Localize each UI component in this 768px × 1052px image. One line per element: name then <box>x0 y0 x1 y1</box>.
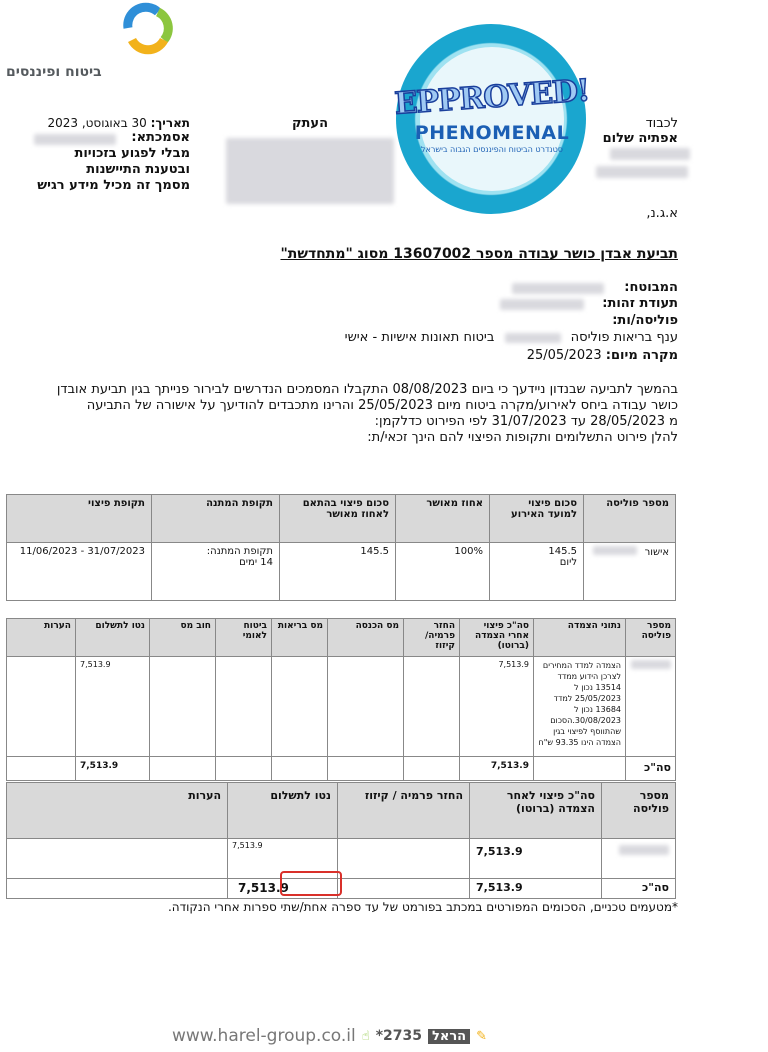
ref-label: אסמכתא: <box>131 130 190 145</box>
date-row <box>47 116 190 130</box>
t2-gross: 7,513.9 <box>460 657 534 757</box>
policy-line-b: ביטוח תאונות אישיות - אישי <box>344 330 495 345</box>
t2-h-tax-debt: חוב מס <box>150 619 216 657</box>
t1-amount <box>490 543 584 601</box>
t2-linkage: הצמדה למדד המחירים לצרכן הידוע ממדד 13514 נכון ל 25/05/2023 למדד 13684 נכון ל 30/08/2023.הסכום שהתווסף לפיצוי בגין הצמדה הינו 93.35 ש"ח <box>534 657 626 757</box>
insured-label: המבוטח: <box>624 280 678 295</box>
stamp-banner: EPPROVED! <box>393 73 591 122</box>
t1-percent: 100% <box>396 543 490 601</box>
t2-h-refund: החזר פרמיה/ קיזוז <box>404 619 460 657</box>
t1-amount-value: 145.5 <box>548 546 577 557</box>
t2-h-income-tax: מס הכנסה <box>328 619 404 657</box>
t3-total-refund <box>338 879 470 899</box>
harel-logo <box>0 0 180 86</box>
t2-nat-ins <box>216 657 272 757</box>
t2-h-notes: הערות <box>7 619 76 657</box>
t3-h-refund: החזר פרמיה / קיזוז <box>338 783 470 839</box>
t2-total-label: סה"כ <box>626 757 676 781</box>
t2-total-linkage <box>534 757 626 781</box>
copy-redacted <box>226 138 394 204</box>
t1-wait <box>152 543 280 601</box>
t1-h-percent: אחוז מאושר <box>396 495 490 543</box>
t3-notes <box>7 839 228 879</box>
footer-website: www.harel-group.co.il <box>172 1026 356 1046</box>
body-line-4: להלן פירוט התשלומים ותקופות הפיצוי להם הינך זכאי/ת: <box>367 430 678 445</box>
footer-phone: *2735 <box>375 1028 422 1044</box>
t2-income-tax <box>328 657 404 757</box>
t1-adjusted: 145.5 <box>280 543 396 601</box>
footnote: *מטעמים טכניים, הסכומים המפורטים במכתב בפורמט של עד ספרה אחת/שתי ספרות אחרי הנקודה. <box>167 900 678 914</box>
t1-h-wait: תקופת המתנה <box>152 495 280 543</box>
event-date: 25/05/2023 <box>526 348 602 363</box>
t2-refund <box>404 657 460 757</box>
t3-total-label: סה"כ <box>602 879 676 899</box>
t3-h-notes: הערות <box>7 783 228 839</box>
t2-total-notes <box>7 757 76 781</box>
t1-wait-days: 14 ימים <box>239 557 273 568</box>
stamp-name: PHENOMENAL <box>414 122 570 144</box>
t2-total-refund <box>404 757 460 781</box>
payment-breakdown-table <box>6 618 676 781</box>
t3-h-net: נטו לתשלום <box>228 783 338 839</box>
confidential-line-1: מבלי לפגוע בזכויות <box>74 146 190 161</box>
t2-h-policy: מספר פוליסה <box>626 619 676 657</box>
hand-icon: ☝ <box>361 1028 370 1044</box>
net-total-highlight <box>280 871 342 896</box>
recipient-address-redacted <box>610 148 690 160</box>
policy-line-a: ענף בריאות פוליסה <box>570 330 678 345</box>
t2-h-nat-ins: ביטוח לאומי <box>216 619 272 657</box>
id-label: תעודת זהות: <box>602 296 678 311</box>
ref-redacted <box>34 134 116 145</box>
policy-label: פוליסה/ות: <box>612 313 678 328</box>
t1-wait-label: תקופת המתנה: <box>206 546 273 557</box>
t3-h-gross: סה"כ פיצוי לאחר הצמדה (ברוטו) <box>470 783 602 839</box>
date-value: 30 באוגוסט, 2023 <box>47 116 147 130</box>
t2-h-gross: סה"כ פיצוי אחרי הצמדה (ברוטו) <box>460 619 534 657</box>
body-line-2: כושר עבודה ביחס לאירוע/מקרה ביטוח מיום 25/05/2023 והרינו מתכבדים להודיעך על אישורה של התביעה <box>86 398 678 413</box>
t1-h-adjusted: סכום פיצוי בהתאם לאחוז מאושר <box>280 495 396 543</box>
t1-policy <box>584 543 676 601</box>
logo-tagline: ביטוח ופיננסים <box>6 64 102 80</box>
policy-number-redacted <box>505 333 561 343</box>
t3-policy-redacted <box>619 845 669 855</box>
t2-h-net: נטו לתשלום <box>76 619 150 657</box>
event-label: מקרה מיום: <box>605 348 678 363</box>
t3-total-gross: 7,513.9 <box>470 879 602 899</box>
body-line-3: מ 28/05/2023 עד 31/07/2023 לפי הפירוט כדלקמן: <box>374 414 678 429</box>
t2-total-income-tax <box>328 757 404 781</box>
stamp-tagline: סטנדרט הביטוח והפיננסים הגבוה בישראל <box>421 145 563 154</box>
greeting: א.ג.נ, <box>646 206 678 221</box>
subject: תביעת אבדן כושר עבודה מספר 13607002 מסוג "מתחדשת" <box>280 246 678 262</box>
t1-amount-unit: ליום <box>559 557 577 568</box>
footer <box>172 1024 487 1048</box>
t1-h-policy: מספר פוליסה <box>584 495 676 543</box>
t2-net: 7,513.9 <box>76 657 150 757</box>
footer-brand: הראל <box>428 1029 470 1044</box>
copy-label: העתק <box>291 116 328 131</box>
t1-approval: אישור <box>644 547 669 558</box>
t1-policy-redacted <box>593 546 637 555</box>
insured-redacted <box>512 283 604 294</box>
t2-policy <box>626 657 676 757</box>
t2-health-tax <box>272 657 328 757</box>
t2-total-tax-debt <box>150 757 216 781</box>
t2-notes <box>7 657 76 757</box>
t3-gross: 7,513.9 <box>470 839 602 879</box>
recipient-city-redacted <box>596 166 688 178</box>
t1-period: 31/07/2023 - 11/06/2023 <box>7 543 152 601</box>
compensation-period-table <box>6 494 676 601</box>
t1-h-period: תקופת פיצוי <box>7 495 152 543</box>
t2-tax-debt <box>150 657 216 757</box>
confidential-line-3: מסמך זה מכיל מידע רגיש <box>37 178 190 193</box>
harel-swirl-icon <box>118 0 176 56</box>
t3-refund <box>338 839 470 879</box>
recipient-to: לכבוד <box>645 116 678 131</box>
t2-h-health-tax: מס בריאות <box>272 619 328 657</box>
t2-policy-redacted <box>631 660 671 669</box>
t1-h-amount: סכום פיצוי למועד האירוע <box>490 495 584 543</box>
body-text <box>8 382 678 446</box>
date-label: תאריך: <box>150 116 190 130</box>
t2-total-nat-ins <box>216 757 272 781</box>
event-row <box>527 348 678 363</box>
recipient-name: אפתיה שלום <box>602 131 678 146</box>
t3-total-notes <box>7 879 228 899</box>
policy-line <box>345 330 678 345</box>
pen-icon: ✎ <box>476 1028 487 1044</box>
t2-total-net: 7,513.9 <box>76 757 150 781</box>
id-redacted <box>500 299 584 310</box>
t3-net: 7,513.9 <box>228 839 338 879</box>
t2-total-health-tax <box>272 757 328 781</box>
confidential-line-2: ובטענת התיישנות <box>86 162 190 177</box>
t2-h-linkage: נתוני הצמדה <box>534 619 626 657</box>
t2-total-gross: 7,513.9 <box>460 757 534 781</box>
body-line-1: בהמשך לתביעה שבנדון ניידעך כי ביום 08/08/2023 התקבלו המסמכים הנדרשים לבירור פנייתך בגין תביעת אובדן <box>56 382 678 397</box>
t3-policy <box>602 839 676 879</box>
t3-h-policy: מספר פוליסה <box>602 783 676 839</box>
t3-total-net: 7,513.9 <box>228 879 338 899</box>
